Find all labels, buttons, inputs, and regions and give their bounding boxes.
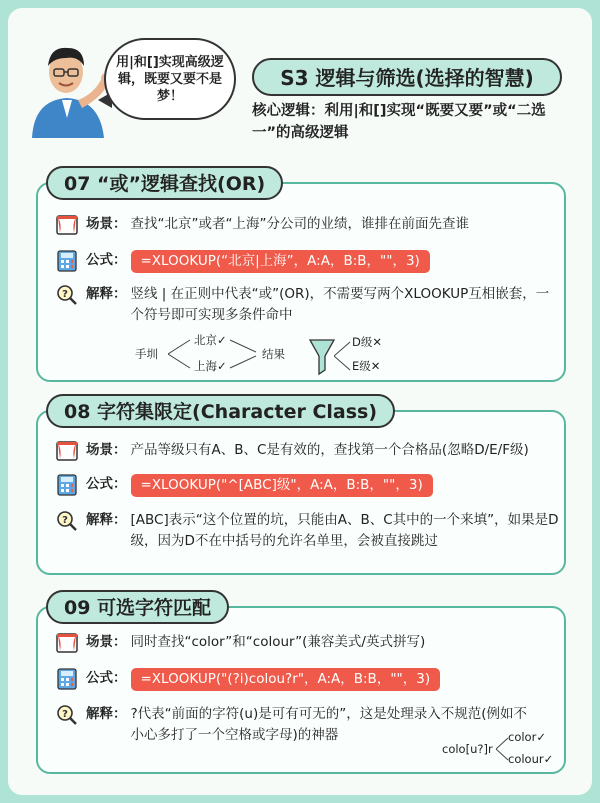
- formula-label: 公式：: [86, 476, 127, 492]
- explain-text: 竖线 | 在正则中代表“或”(OR)，不需要写两个XLOOKUP互相嵌套，一个符号即可实现多条件命中: [130, 286, 550, 323]
- section-08-formula-row: [56, 474, 433, 497]
- speech-bubble: 用|和[]实现高级逻辑，既要又要不是梦！: [104, 38, 236, 120]
- section-07-scene-row: [56, 214, 561, 236]
- scene-label: 场景：: [86, 442, 127, 458]
- section-08-explain-row: [56, 510, 561, 552]
- section-09-scene-row: [56, 632, 561, 654]
- magnifier-question-icon: [56, 284, 78, 306]
- explain-text: ?代表“前面的字符(u)是可有可无的”，这是处理录入不规范(例如不小心多打了一个空格或字母)的神器: [130, 706, 528, 743]
- section-07-title: 07 “或”逻辑查找(OR): [46, 166, 283, 200]
- filter-funnel-icon: [308, 336, 336, 376]
- calculator-icon: [56, 250, 78, 272]
- svg-text:?: ?: [62, 289, 68, 300]
- scene-theater-icon: [56, 440, 78, 462]
- scene-text: 产品等级只有A、B、C是有效的，查找第一个合格品(忽略D/E/F级): [130, 442, 529, 458]
- optional-diagram-output-2: colour✓: [508, 752, 554, 766]
- explain-text: [ABC]表示“这个位置的坑，只能由A、B、C其中的一个来填”，如果是D级，因为D不在中括号的允许名单里，会被直接跳过: [130, 512, 559, 549]
- scene-text: 查找“北京”或者“上海”分公司的业绩，谁排在前面先查谁: [130, 216, 469, 232]
- formula-label: 公式：: [86, 670, 127, 686]
- formula-label: 公式：: [86, 252, 127, 268]
- diagram-option-1: 北京✓: [194, 333, 227, 347]
- explain-label: 解释：: [86, 706, 127, 722]
- section-07-explain-row: [56, 284, 561, 326]
- svg-text:?: ?: [62, 515, 68, 526]
- optional-diagram-output-1: color✓: [508, 730, 546, 744]
- explain-label: 解释：: [86, 286, 127, 302]
- section-09-title: 09 可选字符匹配: [46, 590, 229, 624]
- diagram-output-2: E级✕: [352, 359, 381, 373]
- scene-label: 场景：: [86, 634, 127, 650]
- magnifier-question-icon: [56, 704, 78, 726]
- formula-box: =XLOOKUP("^[ABC]级"，A:A，B:B，""，3): [131, 474, 433, 497]
- scene-label: 场景：: [86, 216, 127, 232]
- section-09-formula-row: [56, 668, 440, 691]
- diagram-result: 结果: [262, 347, 285, 361]
- section-09-explain-row: [56, 704, 531, 746]
- formula-box: =XLOOKUP("(?i)colou?r"，A:A，B:B，""，3): [131, 668, 441, 691]
- diagram-left-label: 手圳: [135, 347, 158, 361]
- filter-out-arrows: [334, 334, 354, 378]
- section-08-scene-row: [56, 440, 561, 462]
- or-diagram-arrows: [168, 330, 328, 376]
- optional-diagram-source: colo[u?]r: [442, 742, 493, 756]
- teacher-avatar: [22, 38, 112, 138]
- scene-theater-icon: [56, 632, 78, 654]
- diagram-output-1: D级✕: [352, 335, 382, 349]
- magnifier-question-icon: [56, 510, 78, 532]
- formula-box: =XLOOKUP(“北京|上海”，A:A，B:B，""，3): [131, 250, 430, 273]
- section-07-formula-row: [56, 250, 430, 273]
- explain-label: 解释：: [86, 512, 127, 528]
- calculator-icon: [56, 474, 78, 496]
- section-08-title: 08 字符集限定(Character Class): [46, 394, 395, 428]
- page-title: S3 逻辑与筛选(选择的智慧): [252, 58, 562, 96]
- diagram-option-2: 上海✓: [194, 359, 227, 373]
- scene-text: 同时查找“color”和“colour”(兼容美式/英式拼写): [130, 634, 426, 650]
- scene-theater-icon: [56, 214, 78, 236]
- calculator-icon: [56, 668, 78, 690]
- svg-text:?: ?: [62, 709, 68, 720]
- page-subtitle: 核心逻辑：利用|和[]实现“既要又要”或“二选一”的高级逻辑: [252, 103, 546, 141]
